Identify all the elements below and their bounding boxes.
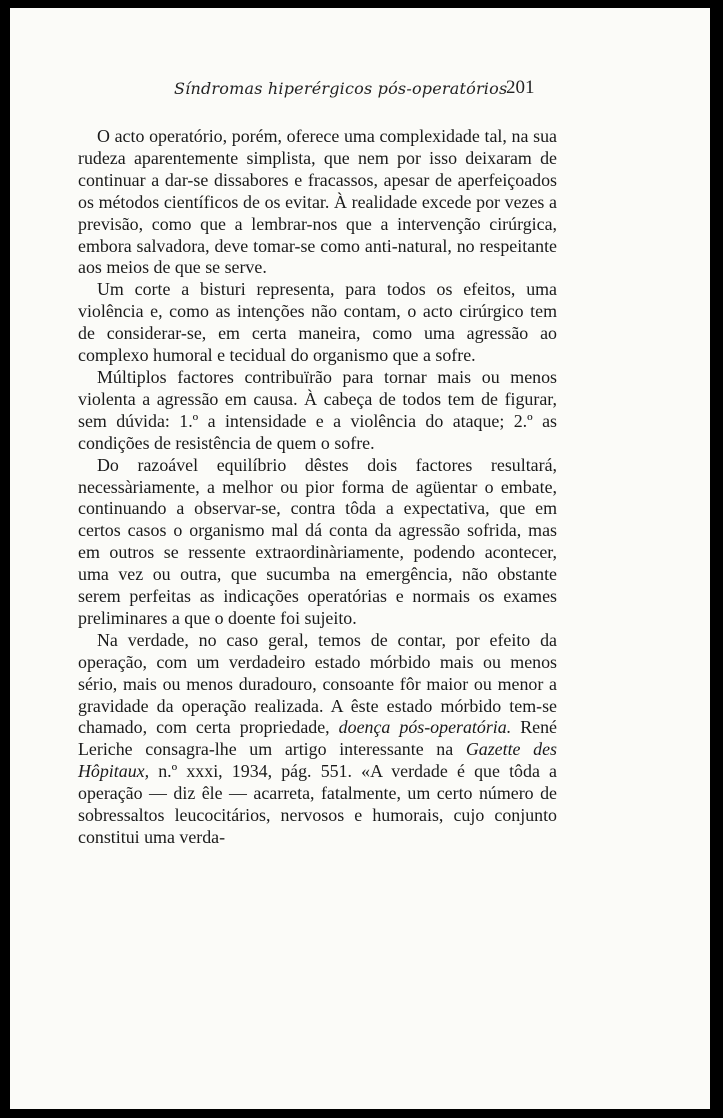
- paragraph-1: O acto operatório, porém, oferece uma complexidade tal, na sua rudeza aparentemente simplista, que nem por isso deixaram de continuar a dar-se dissabores e fracassos, apesar de aperfeiçoados os métodos científicos de os evitar. À realidade excede por vezes a previsão, como que a lembrar-nos que a intervenção cirúrgica, embora salvadora, deve tomar-se como anti-natural, no respeitante aos meios de que se serve.: [78, 126, 557, 278]
- paragraph-3: Múltiplos factores contribuïrão para tornar mais ou menos violenta a agressão em causa. À cabeça de todos tem de figurar, sem dúvida: 1.º a intensidade e a violência do ataque; 2.º as condições de resistência de quem o sofre.: [78, 366, 557, 453]
- page-number: 201: [506, 77, 535, 98]
- running-title: Síndromas hiperérgicos pós-operatórios: [174, 79, 508, 98]
- paragraph-5-part-1: Na verdade, no caso geral, temos de contar, por efeito da operação, com um verdadeiro estado mórbido mais ou menos sério, mais ou menos duradouro, consoante fôr maior ou menor a gravidade da operação realizada. A êste estado mórbido tem-se chamado, com certa propriedade,: [78, 629, 557, 738]
- paragraph-5-part-2: René Leriche consagra-lhe um artigo interessante na: [78, 717, 557, 760]
- book-page: [10, 8, 710, 1109]
- paragraph-5-part-3: n.º xxxi, 1934, pág. 551. «A verdade é que tôda a operação — diz êle — acarreta, fatalmente, um certo número de sobressaltos leucocitários, nervosos e humorais, cujo conjunto constitui uma verda-: [78, 761, 557, 847]
- body-text: [78, 126, 557, 849]
- journal-title: Gazette des Hôpitaux,: [78, 739, 557, 782]
- page-header: [10, 79, 710, 101]
- italic-term: doença pós-operatória.: [338, 717, 512, 738]
- paragraph-2: Um corte a bisturi representa, para todos os efeitos, uma violência e, como as intenções não contam, o acto cirúrgico tem de considerar-se, em certa maneira, como uma agressão ao complexo humoral e tecidual do organismo que a sofre.: [78, 279, 557, 366]
- paragraph-4: Do razoável equilíbrio dêstes dois factores resultará, necessàriamente, a melhor ou pior forma de agüentar o embate, continuando a observar-se, contra tôda a expectativa, que em certos casos o organismo mal dá conta da agressão sofrida, mas em outros se ressente extraordinàriamente, podendo acontecer, uma vez ou outra, que sucumba na emergência, não obstante serem perfeitas as indicações operatórias e normais os exames preliminares a que o doente foi sujeito.: [78, 454, 557, 628]
- paragraph-5: [78, 630, 557, 849]
